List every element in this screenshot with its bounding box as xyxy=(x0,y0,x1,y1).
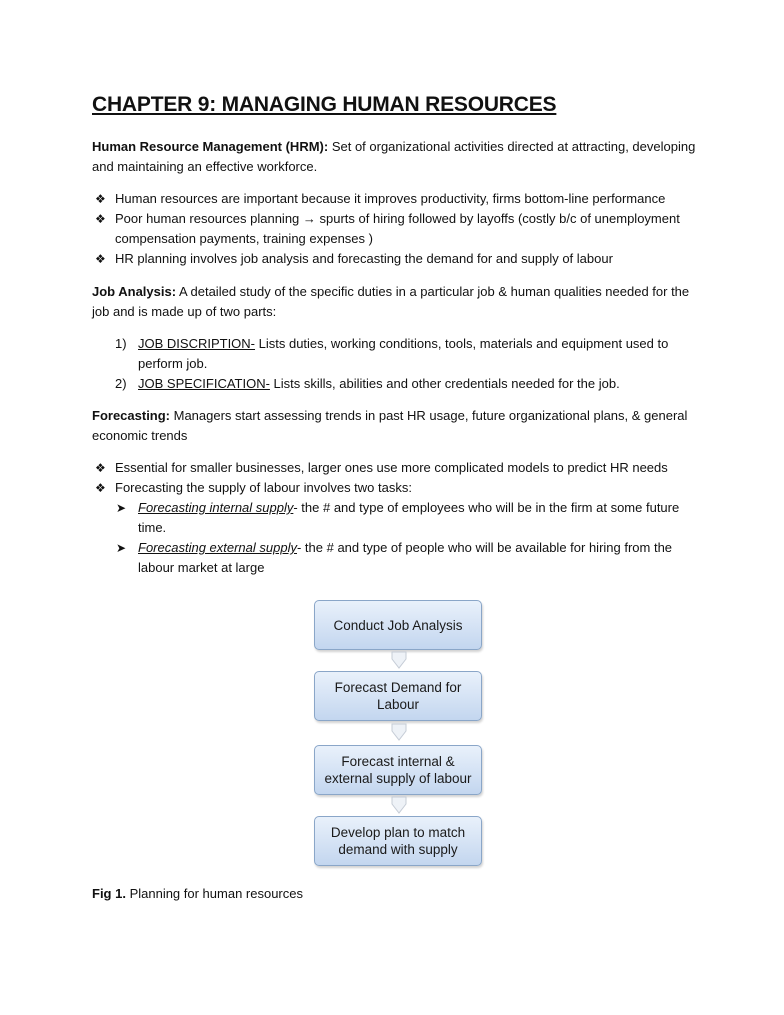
list-item: 2) JOB SPECIFICATION- Lists skills, abilities and other credentials needed for the job. xyxy=(115,376,620,391)
chevron-down-arrow-icon xyxy=(389,723,409,742)
figure-caption xyxy=(92,885,303,903)
hrm-definition xyxy=(92,137,702,177)
arrowhead-bullet-icon: ➤ xyxy=(116,501,127,515)
hrm-bullet-list xyxy=(92,189,702,269)
list-item: ❖ Poor human resources planning → spurts of hiring followed by layoffs (costly b/c of unemployment compensation payments, training expenses ) xyxy=(95,211,680,246)
internal-supply-heading: Forecasting internal supply xyxy=(138,500,294,515)
job-analysis-parts-list xyxy=(115,334,695,394)
hrm-term: Human Resource Management (HRM): xyxy=(92,139,329,154)
diamond-bullet-icon: ❖ xyxy=(95,212,106,226)
forecasting-bullet-list xyxy=(92,458,702,578)
list-item: ❖ Human resources are important because it improves productivity, firms bottom-line performance xyxy=(92,189,702,209)
hr-planning-flowchart xyxy=(314,600,484,870)
figure-caption-text: Planning for human resources xyxy=(125,886,303,901)
diamond-bullet-icon: ❖ xyxy=(95,252,106,266)
job-description-heading: JOB DISCRIPTION- xyxy=(138,336,256,351)
list-item: ➤ Forecasting internal supply- the # and type of employees who will be in the firm at some future time. xyxy=(116,500,680,535)
list-item: ❖ HR planning involves job analysis and forecasting the demand for and supply of labour xyxy=(92,249,702,269)
figure-label: Fig 1. xyxy=(92,886,126,901)
external-supply-heading: Forecasting external supply xyxy=(138,540,297,555)
hrm-definition-text: Set of organizational activities directed at attracting, developing and maintaining an effective workforce. xyxy=(92,139,696,174)
flow-step-develop-plan: Develop plan to match demand with supply xyxy=(314,816,482,866)
chevron-down-arrow-icon xyxy=(389,796,409,815)
list-item: ❖ Forecasting the supply of labour involves two tasks: ➤ Forecasting internal supply- the # and type of employees who will be in the firm at some future time. ➤ Forecasting external supply- the # and type of people who will be available for hiring from the labour market at large xyxy=(92,478,702,578)
list-item: 1) JOB DISCRIPTION- Lists duties, working conditions, tools, materials and equipment used to perform job. xyxy=(115,336,669,371)
job-analysis-definition xyxy=(92,282,702,322)
chevron-down-arrow-icon xyxy=(389,651,409,670)
job-analysis-term: Job Analysis: xyxy=(92,284,177,299)
arrowhead-bullet-icon: ➤ xyxy=(116,541,127,555)
diamond-bullet-icon: ❖ xyxy=(95,192,106,206)
diamond-bullet-icon: ❖ xyxy=(95,461,106,475)
job-analysis-definition-text: A detailed study of the specific duties in a particular job & human qualities needed for the job and is made up of two parts: xyxy=(92,284,690,319)
flow-step-forecast-supply: Forecast internal & external supply of labour xyxy=(314,745,482,795)
forecasting-term: Forecasting: xyxy=(92,408,171,423)
diamond-bullet-icon: ❖ xyxy=(95,481,106,495)
forecasting-sub-list xyxy=(115,498,702,578)
list-item: ❖ Essential for smaller businesses, larger ones use more complicated models to predict HR needs xyxy=(92,458,702,478)
flow-step-forecast-demand: Forecast Demand for Labour xyxy=(314,671,482,721)
page-title: CHAPTER 9: MANAGING HUMAN RESOURCES xyxy=(92,93,557,116)
list-item: ➤ Forecasting external supply- the # and type of people who will be available for hiring from the labour market at large xyxy=(116,540,673,575)
job-specification-heading: JOB SPECIFICATION- xyxy=(138,376,270,391)
forecasting-definition xyxy=(92,406,702,446)
flow-step-conduct-job-analysis: Conduct Job Analysis xyxy=(314,600,482,650)
forecasting-definition-text: Managers start assessing trends in past HR usage, future organizational plans, & general economic trends xyxy=(92,408,688,443)
